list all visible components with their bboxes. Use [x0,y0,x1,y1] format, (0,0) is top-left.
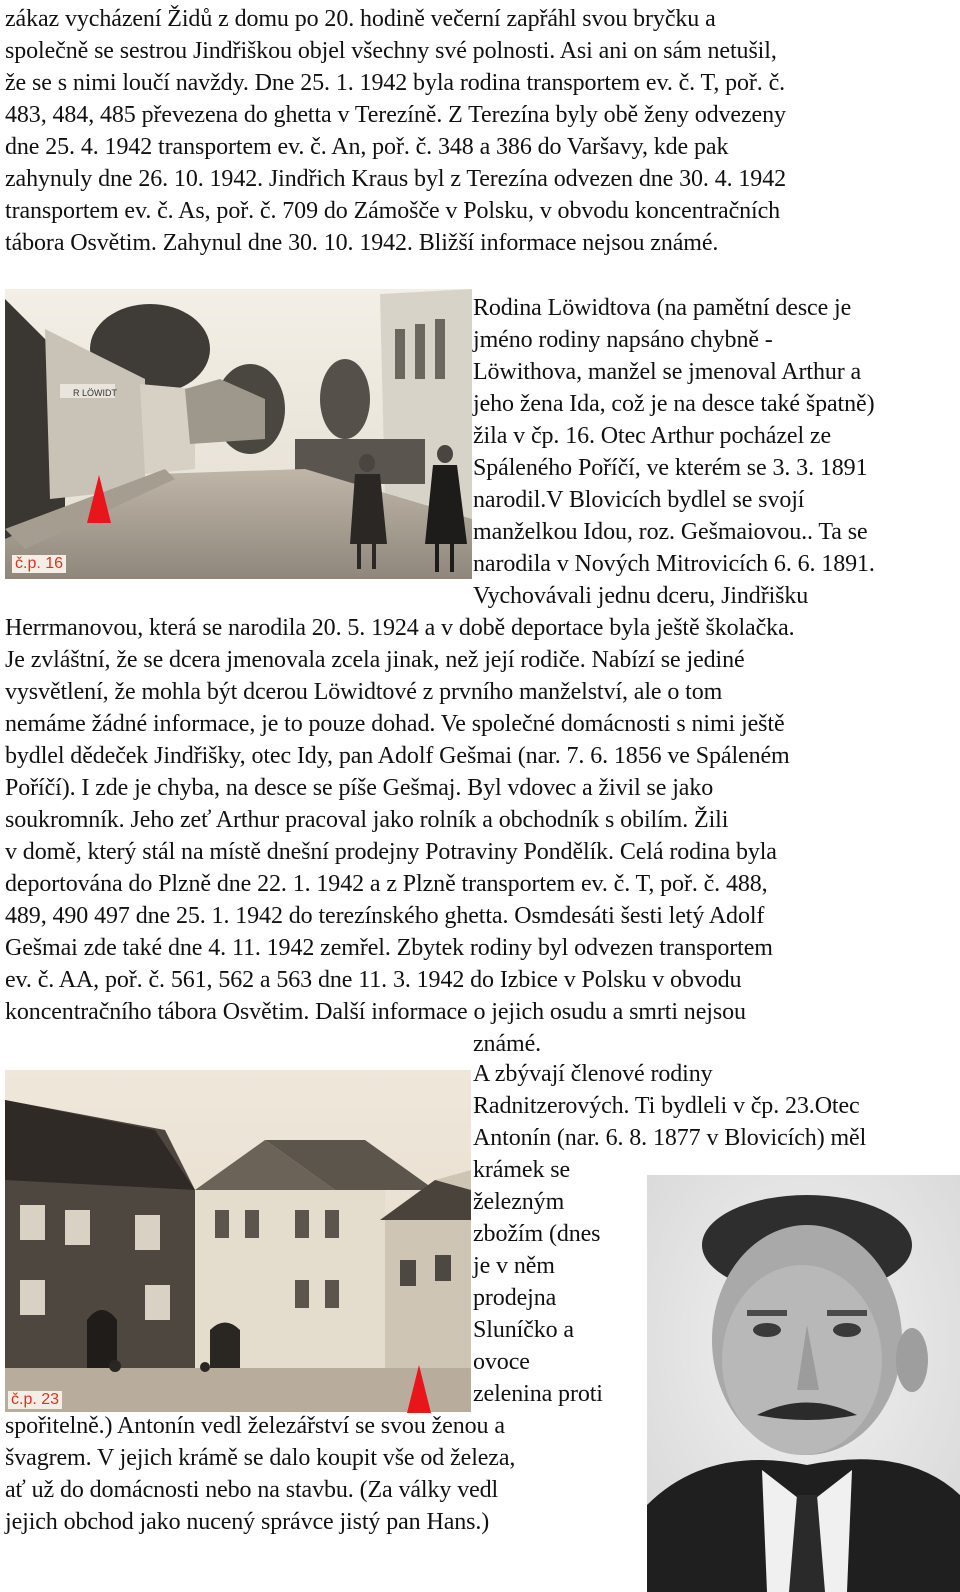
text-line: švagrem. V jejich krámě se dalo koupit vše od železa, [5,1445,516,1471]
town-square-photo-cp23 [5,1070,471,1412]
text-line: jejich obchod jako nucený správce jistý pan Hans.) [5,1509,490,1535]
text-line: ovoce [473,1349,530,1375]
text-line: krámek se [473,1157,571,1183]
text-line: tábora Osvětim. Zahynul dne 30. 10. 1942. Bližší informace nejsou známé. [5,230,719,256]
text-line: zbožím (dnes [473,1221,601,1247]
text-line: zahynuly dne 26. 10. 1942. Jindřich Kraus byl z Terezína odvezen dne 30. 4. 1942 [5,166,787,192]
text-line: Je zvláštní, že se dcera jmenovala zcela jinak, než její rodiče. Nabízí se jediné [5,647,745,673]
text-line: železným [473,1189,565,1215]
text-line: Sluníčko a [473,1317,574,1343]
text-line: spořitelně.) Antonín vedl železářství se svou ženou a [5,1413,505,1439]
text-line: Spáleného Poříčí, ve kterém se 3. 3. 1891 [473,455,868,481]
text-line: transportem ev. č. As, poř. č. 709 do Zámošče v Polsku, v obvodu koncentračních [5,198,781,224]
street-photo-cp16 [5,289,472,579]
text-line: zelenina proti [473,1381,603,1407]
text-line: ať už do domácnosti nebo na stavbu. (Za války vedl [5,1477,499,1503]
text-line: Poříčí). I zde je chyba, na desce se píše Gešmaj. Byl vdovec a živil se jako [5,775,714,801]
text-line: Antonín (nar. 6. 8. 1877 v Blovicích) měl [473,1125,867,1151]
text-line: nemáme žádné informace, je to pouze dohad. Ve společné domácnosti s nimi ještě [5,711,785,737]
text-line: jeho žena Ida, což je na desce také špatně) [473,391,875,417]
text-line: Löwithova, manžel se jmenoval Arthur a [473,359,862,385]
text-line: známé. [473,1031,542,1057]
text-line: 489, 490 497 dne 25. 1. 1942 do terezínského ghetta. Osmdesáti šesti letý Adolf [5,903,765,929]
location-marker [407,1365,431,1413]
text-line: A zbývají členové rodiny [473,1061,713,1087]
text-line: společně se sestrou Jindřiškou objel všechny své polnosti. Asi ani on sám netušil, [5,38,777,64]
text-line: že se s nimi loučí navždy. Dne 25. 1. 1942 byla rodina transportem ev. č. T, poř. č. [5,70,786,96]
text-line: zákaz vycházení Židů z domu po 20. hodině večerní zapřáhl svou bryčku a [5,6,716,32]
text-line: koncentračního tábora Osvětim. Další informace o jejich osudu a smrti nejsou [5,999,746,1025]
shop-sign: R LÖWIDT [73,388,117,398]
text-line: 483, 484, 485 převezena do ghetta v Terezíně. Z Terezína byly obě ženy odvezeny [5,102,786,128]
text-line: Rodina Löwidtova (na pamětní desce je [473,295,852,321]
text-line: v domě, který stál na místě dnešní prodejny Potraviny Pondělík. Celá rodina byla [5,839,777,865]
text-line: deportována do Plzně dne 22. 1. 1942 a z Plzně transportem ev. č. T, poř. č. 488, [5,871,768,897]
photo-caption-cp23: č.p. 23 [8,1391,62,1409]
photo-caption-cp16: č.p. 16 [12,555,66,573]
text-line: Radnitzerových. Ti bydleli v čp. 23.Otec [473,1093,860,1119]
text-line: narodil.V Blovicích bydlel se svojí [473,487,805,513]
text-line: soukromník. Jeho zeť Arthur pracoval jako rolník a obchodník s obilím. Žili [5,807,729,833]
location-marker [87,475,111,523]
portrait-photo [647,1175,960,1592]
text-line: Vychovávali jednu dceru, Jindřišku [473,583,809,609]
text-line: manželkou Idou, roz. Gešmaiovou.. Ta se [473,519,868,545]
text-line: bydlel dědeček Jindřišky, otec Idy, pan Adolf Gešmai (nar. 7. 6. 1856 ve Spáleném [5,743,790,769]
text-line: prodejna [473,1285,557,1311]
text-line: vysvětlení, že mohla být dcerou Löwidtové z prvního manželství, ale o tom [5,679,723,705]
text-line: žila v čp. 16. Otec Arthur pocházel ze [473,423,832,449]
text-line: Herrmanovou, která se narodila 20. 5. 1924 a v době deportace byla ještě školačka. [5,615,795,641]
text-line: jméno rodiny napsáno chybně - [473,327,773,353]
text-line: je v něm [473,1253,555,1279]
text-line: Gešmai zde také dne 4. 11. 1942 zemřel. Zbytek rodiny byl odvezen transportem [5,935,773,961]
text-line: dne 25. 4. 1942 transportem ev. č. An, poř. č. 348 a 386 do Varšavy, kde pak [5,134,729,160]
text-line: ev. č. AA, poř. č. 561, 562 a 563 dne 11. 3. 1942 do Izbice v Polsku v obvodu [5,967,742,993]
text-line: narodila v Nových Mitrovicích 6. 6. 1891. [473,551,875,577]
